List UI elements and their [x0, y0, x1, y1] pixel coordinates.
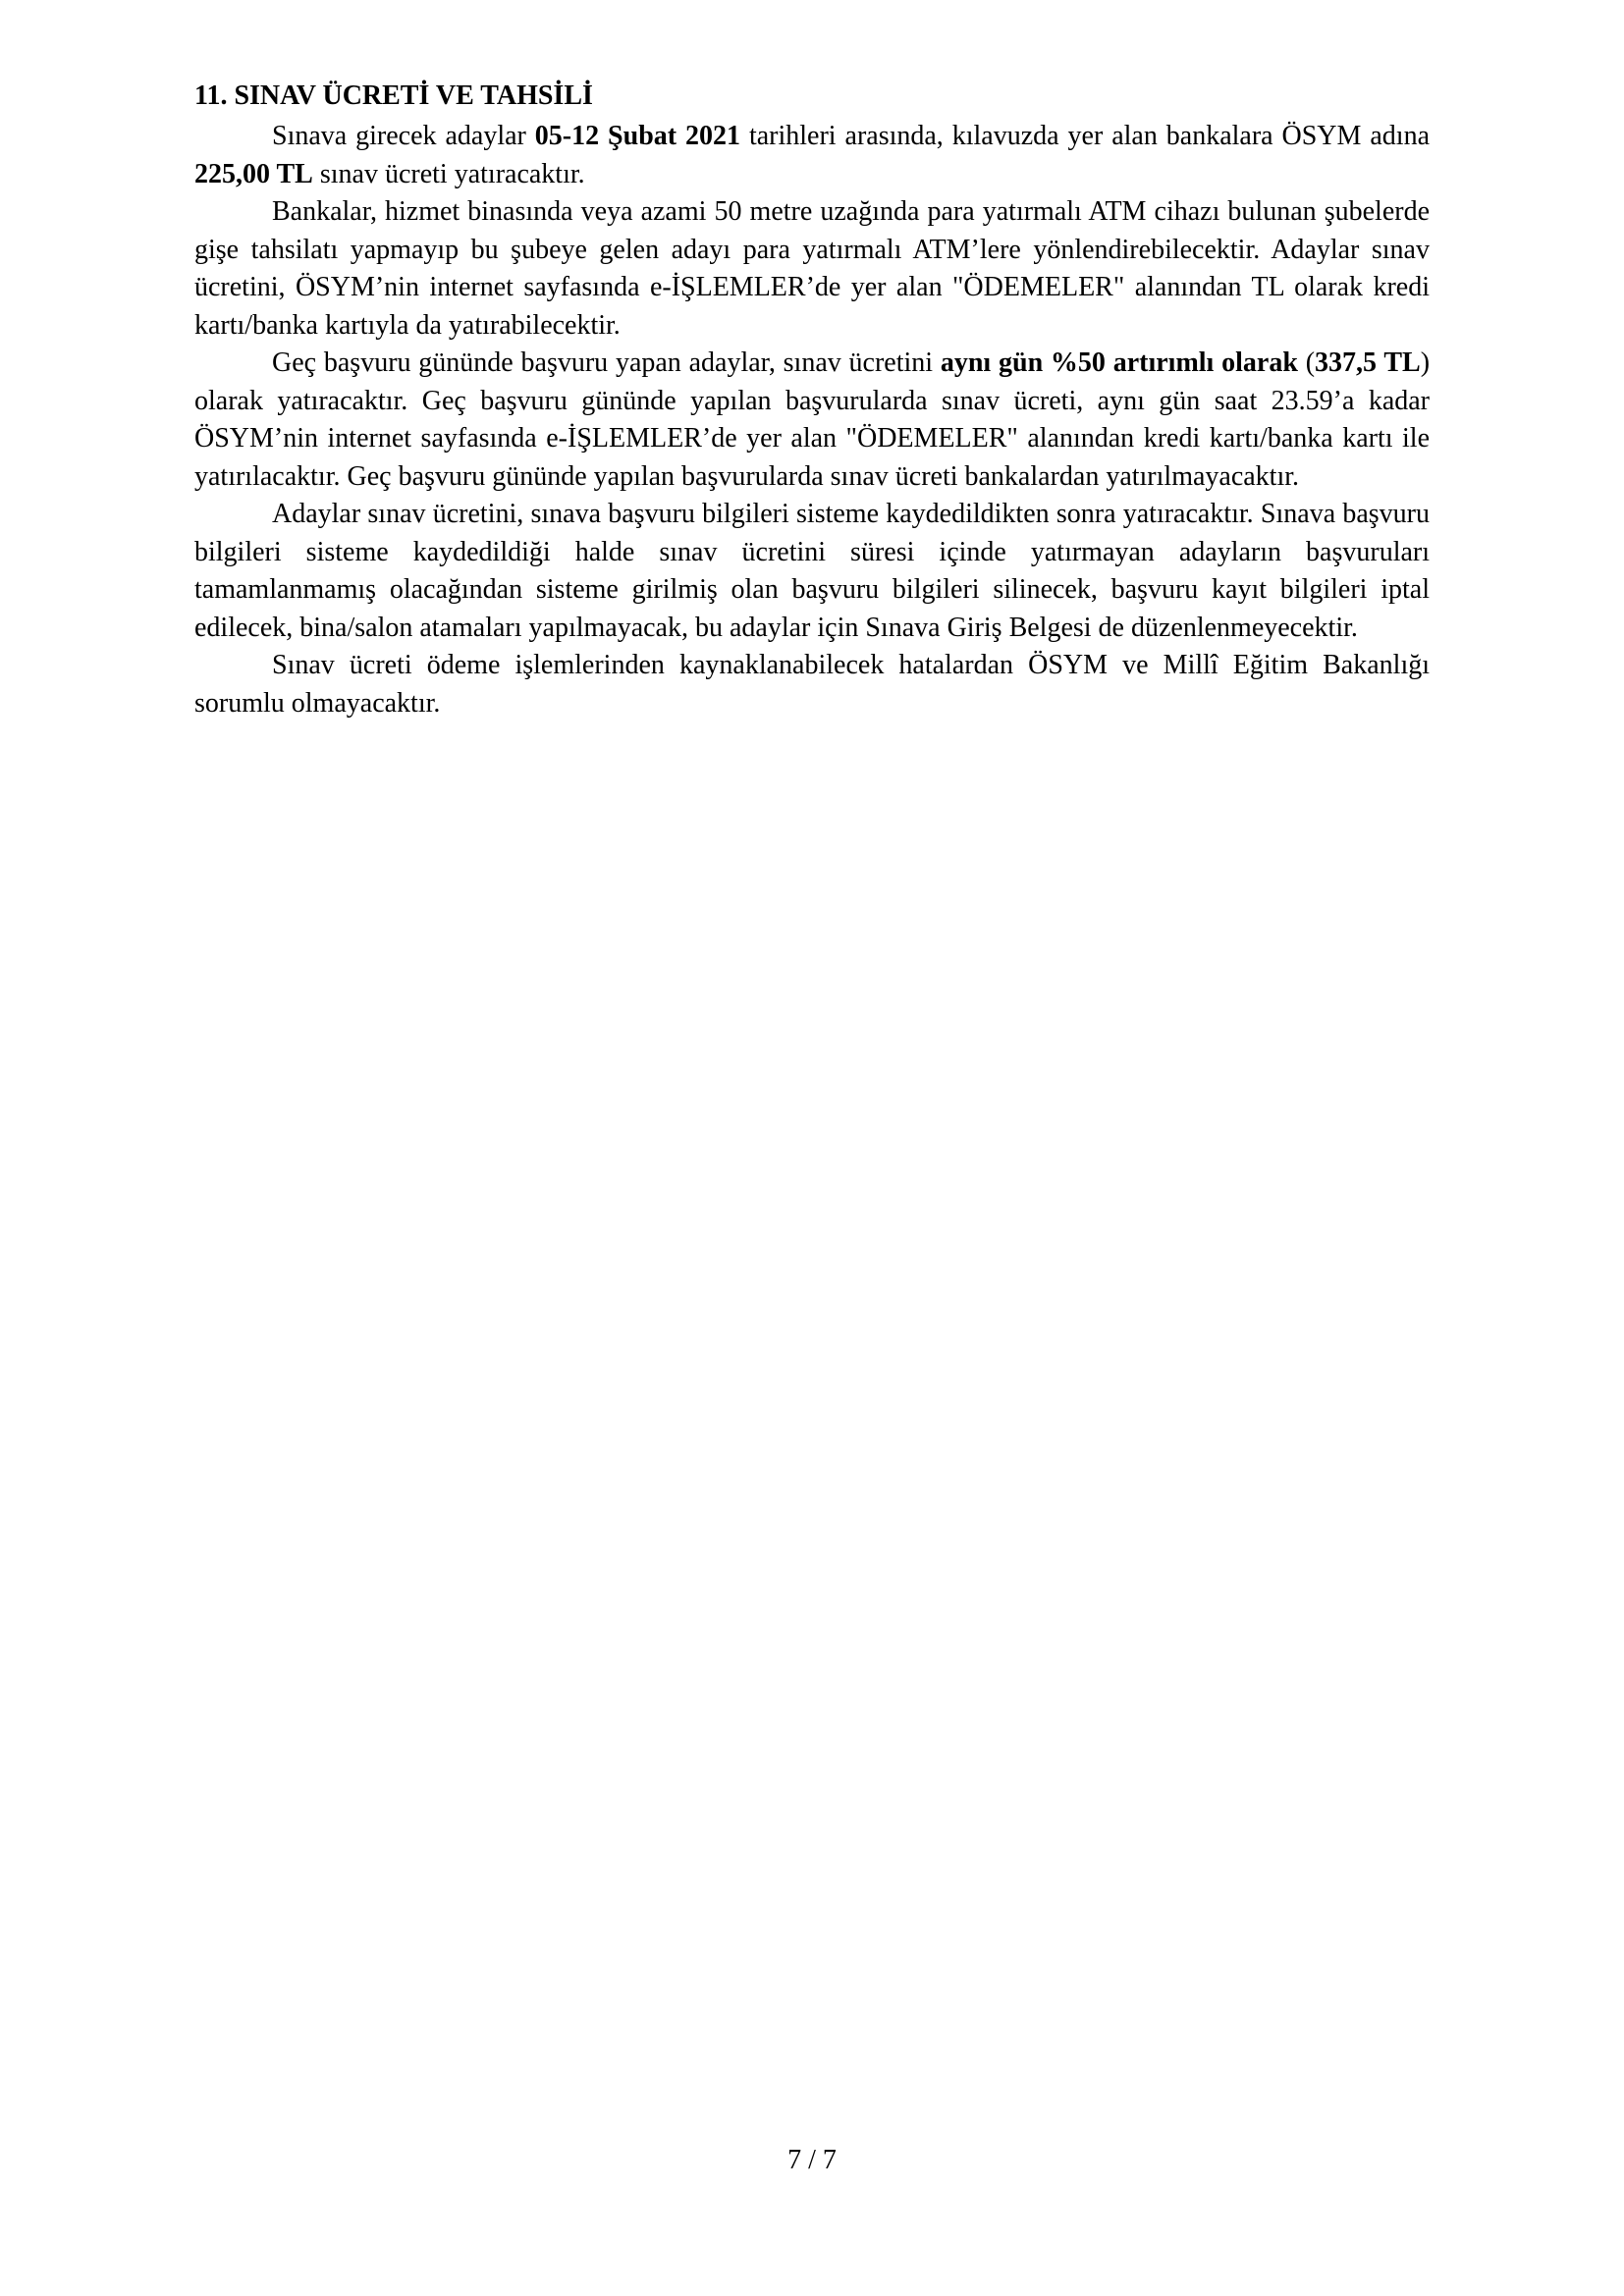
document-page [194, 77, 1430, 722]
page-number: 7 / 7 [787, 2145, 837, 2175]
bold-text: aynı gün %50 artırımlı olarak [940, 347, 1298, 378]
section-body [194, 118, 1430, 722]
text-run: tarihleri arasında, kılavuzda yer alan bankalara ÖSYM adına [740, 121, 1430, 151]
bold-text: 337,5 TL [1315, 347, 1421, 378]
text-run: sınav ücreti yatıracaktır. [312, 158, 585, 189]
text-run: Geç başvuru gününde başvuru yapan adaylar, sınav ücretini [272, 347, 941, 378]
paragraph [194, 647, 1430, 722]
text-run: Adaylar sınav ücretini, sınava başvuru bilgileri sisteme kaydedildikten sonra yatıracaktır. Sınava başvuru bilgileri sisteme kaydedildiği halde sınav ücretini süresi içinde yatırmayan adayların başvuruları tamamlanmamış olacağından sisteme girilmiş olan başvuru bilgileri silinecek, başvuru kayıt bilgileri iptal edilecek, bina/salon atamaları yapılmayacak, bu adaylar için Sınava Giriş Belgesi de düzenlenmeyecektir. [194, 499, 1430, 643]
paragraph [194, 118, 1430, 193]
text-run: Sınav ücreti ödeme işlemlerinden kaynaklanabilecek hatalardan ÖSYM ve Millî Eğitim Bakanlığı sorumlu olmayacaktır. [194, 650, 1430, 719]
text-run: ( [1297, 347, 1316, 378]
bold-text: 225,00 TL [194, 158, 313, 189]
section-heading: 11. SINAV ÜCRETİ VE TAHSİLİ [194, 80, 593, 111]
text-run: Bankalar, hizmet binasında veya azami 50 metre uzağında para yatırmalı ATM cihazı bulunan şubelerde gişe tahsilatı yapmayıp bu şubeye gelen adayı para yatırmalı ATM’lere yönlendirebilecektir. Adaylar sınav ücretini, ÖSYM’nin internet sayfasında e-İŞLEMLER’de yer alan "ÖDEMELER" alanından TL olarak kredi kartı/banka kartıyla da yatırabilecektir. [194, 196, 1430, 341]
paragraph [194, 345, 1430, 496]
bold-text: 05-12 Şubat 2021 [534, 121, 741, 151]
paragraph [194, 496, 1430, 647]
text-run: Sınava girecek adaylar [272, 121, 535, 151]
paragraph [194, 193, 1430, 345]
text-run: ) olarak yatıracaktır. Geç başvuru gününde yapılan başvurularda sınav ücreti, aynı gün saat 23.59’a kadar ÖSYM’nin internet sayfasında e-İŞLEMLER’de yer alan "ÖDEMELER" alanından kredi kartı/banka kartı ile yatırılacaktır. Geç başvuru gününde yapılan başvurularda sınav ücreti bankalardan yatırılmayacaktır. [194, 347, 1431, 492]
